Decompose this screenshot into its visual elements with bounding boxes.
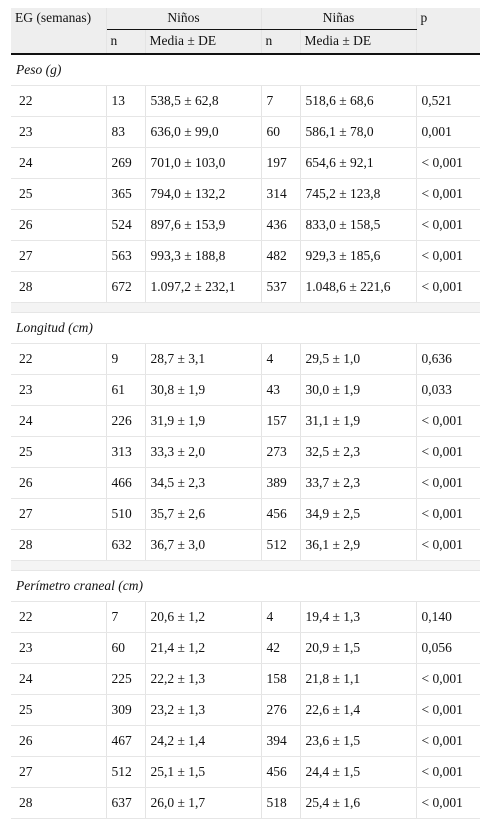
table-row [11, 406, 480, 437]
cell-n-boys: 524 [106, 210, 145, 241]
table-row [11, 86, 480, 117]
cell-mean-girls: 929,3 ± 185,6 [300, 241, 416, 272]
cell-mean-boys: 538,5 ± 62,8 [145, 86, 261, 117]
cell-eg: 22 [11, 86, 106, 117]
section-title: Perímetro craneal (cm) [11, 571, 480, 602]
section-title: Peso (g) [11, 54, 480, 86]
cell-p: < 0,001 [416, 437, 480, 468]
cell-n-boys: 313 [106, 437, 145, 468]
cell-p: 0,033 [416, 375, 480, 406]
cell-mean-boys: 1.097,2 ± 232,1 [145, 272, 261, 303]
cell-n-boys: 466 [106, 468, 145, 499]
cell-n-girls: 273 [261, 437, 300, 468]
cell-mean-boys: 36,7 ± 3,0 [145, 530, 261, 561]
cell-n-girls: 4 [261, 602, 300, 633]
cell-mean-girls: 21,8 ± 1,1 [300, 664, 416, 695]
section-header-row [11, 571, 480, 602]
table-body [11, 54, 480, 819]
cell-n-boys: 61 [106, 375, 145, 406]
cell-n-boys: 632 [106, 530, 145, 561]
cell-n-girls: 389 [261, 468, 300, 499]
cell-p: < 0,001 [416, 179, 480, 210]
cell-mean-boys: 22,2 ± 1,3 [145, 664, 261, 695]
cell-eg: 25 [11, 179, 106, 210]
cell-n-boys: 226 [106, 406, 145, 437]
cell-mean-girls: 23,6 ± 1,5 [300, 726, 416, 757]
cell-p: < 0,001 [416, 148, 480, 179]
table-row [11, 499, 480, 530]
table-row [11, 272, 480, 303]
cell-eg: 27 [11, 499, 106, 530]
cell-mean-boys: 636,0 ± 99,0 [145, 117, 261, 148]
cell-n-boys: 637 [106, 788, 145, 819]
cell-mean-girls: 518,6 ± 68,6 [300, 86, 416, 117]
cell-mean-boys: 993,3 ± 188,8 [145, 241, 261, 272]
section-title: Longitud (cm) [11, 313, 480, 344]
cell-p: 0,056 [416, 633, 480, 664]
cell-eg: 24 [11, 406, 106, 437]
cell-p: < 0,001 [416, 726, 480, 757]
section-header-row [11, 54, 480, 86]
cell-n-girls: 436 [261, 210, 300, 241]
cell-n-girls: 43 [261, 375, 300, 406]
cell-p: 0,001 [416, 117, 480, 148]
cell-n-boys: 365 [106, 179, 145, 210]
table-row [11, 757, 480, 788]
cell-mean-girls: 745,2 ± 123,8 [300, 179, 416, 210]
cell-n-girls: 394 [261, 726, 300, 757]
cell-n-boys: 225 [106, 664, 145, 695]
cell-eg: 25 [11, 695, 106, 726]
table-row [11, 788, 480, 819]
cell-n-girls: 276 [261, 695, 300, 726]
cell-n-girls: 314 [261, 179, 300, 210]
cell-mean-girls: 833,0 ± 158,5 [300, 210, 416, 241]
cell-p: < 0,001 [416, 468, 480, 499]
cell-n-girls: 158 [261, 664, 300, 695]
cell-n-boys: 672 [106, 272, 145, 303]
cell-mean-girls: 20,9 ± 1,5 [300, 633, 416, 664]
table-row [11, 210, 480, 241]
cell-eg: 22 [11, 602, 106, 633]
section-spacer [11, 303, 480, 313]
cell-eg: 23 [11, 375, 106, 406]
cell-p: < 0,001 [416, 664, 480, 695]
cell-mean-girls: 36,1 ± 2,9 [300, 530, 416, 561]
cell-mean-girls: 24,4 ± 1,5 [300, 757, 416, 788]
cell-mean-girls: 32,5 ± 2,3 [300, 437, 416, 468]
anthropometry-table [11, 8, 480, 819]
cell-n-boys: 9 [106, 344, 145, 375]
section-header-row [11, 313, 480, 344]
cell-n-girls: 512 [261, 530, 300, 561]
cell-mean-boys: 21,4 ± 1,2 [145, 633, 261, 664]
cell-n-girls: 7 [261, 86, 300, 117]
cell-p: < 0,001 [416, 695, 480, 726]
cell-eg: 23 [11, 633, 106, 664]
cell-eg: 26 [11, 210, 106, 241]
cell-mean-girls: 30,0 ± 1,9 [300, 375, 416, 406]
cell-n-girls: 482 [261, 241, 300, 272]
cell-mean-boys: 35,7 ± 2,6 [145, 499, 261, 530]
cell-p: < 0,001 [416, 757, 480, 788]
cell-mean-boys: 897,6 ± 153,9 [145, 210, 261, 241]
cell-mean-boys: 701,0 ± 103,0 [145, 148, 261, 179]
table-header [11, 8, 480, 54]
cell-eg: 25 [11, 437, 106, 468]
cell-mean-girls: 25,4 ± 1,6 [300, 788, 416, 819]
header-eg: EG (semanas) [11, 8, 106, 54]
cell-p: < 0,001 [416, 272, 480, 303]
table-row [11, 179, 480, 210]
table-row [11, 468, 480, 499]
cell-mean-boys: 25,1 ± 1,5 [145, 757, 261, 788]
cell-n-boys: 60 [106, 633, 145, 664]
cell-n-boys: 13 [106, 86, 145, 117]
header-boys: Niños [106, 8, 261, 30]
cell-p: 0,521 [416, 86, 480, 117]
cell-n-girls: 42 [261, 633, 300, 664]
cell-mean-girls: 22,6 ± 1,4 [300, 695, 416, 726]
cell-n-boys: 467 [106, 726, 145, 757]
cell-n-boys: 510 [106, 499, 145, 530]
cell-mean-boys: 28,7 ± 3,1 [145, 344, 261, 375]
cell-eg: 28 [11, 788, 106, 819]
section-spacer [11, 561, 480, 571]
cell-mean-boys: 26,0 ± 1,7 [145, 788, 261, 819]
cell-n-girls: 537 [261, 272, 300, 303]
cell-mean-boys: 24,2 ± 1,4 [145, 726, 261, 757]
cell-n-boys: 83 [106, 117, 145, 148]
cell-n-boys: 309 [106, 695, 145, 726]
cell-mean-girls: 654,6 ± 92,1 [300, 148, 416, 179]
cell-mean-boys: 31,9 ± 1,9 [145, 406, 261, 437]
cell-eg: 22 [11, 344, 106, 375]
cell-mean-girls: 33,7 ± 2,3 [300, 468, 416, 499]
cell-n-boys: 7 [106, 602, 145, 633]
table-row [11, 530, 480, 561]
table-row [11, 344, 480, 375]
cell-mean-girls: 34,9 ± 2,5 [300, 499, 416, 530]
cell-mean-boys: 33,3 ± 2,0 [145, 437, 261, 468]
cell-eg: 26 [11, 468, 106, 499]
table-row [11, 602, 480, 633]
table-row [11, 633, 480, 664]
header-girls: Niñas [261, 8, 416, 30]
cell-eg: 24 [11, 148, 106, 179]
table-row [11, 437, 480, 468]
cell-mean-boys: 30,8 ± 1,9 [145, 375, 261, 406]
cell-mean-boys: 794,0 ± 132,2 [145, 179, 261, 210]
cell-mean-girls: 19,4 ± 1,3 [300, 602, 416, 633]
cell-eg: 28 [11, 272, 106, 303]
table-row [11, 375, 480, 406]
cell-p: < 0,001 [416, 406, 480, 437]
data-table-container [11, 8, 480, 819]
table-row [11, 695, 480, 726]
cell-n-boys: 269 [106, 148, 145, 179]
cell-n-boys: 512 [106, 757, 145, 788]
cell-n-girls: 4 [261, 344, 300, 375]
cell-n-girls: 157 [261, 406, 300, 437]
header-mean-girls: Media ± DE [300, 30, 416, 55]
cell-eg: 24 [11, 664, 106, 695]
cell-n-girls: 60 [261, 117, 300, 148]
cell-n-girls: 456 [261, 757, 300, 788]
cell-mean-boys: 23,2 ± 1,3 [145, 695, 261, 726]
cell-p: < 0,001 [416, 499, 480, 530]
table-row [11, 664, 480, 695]
cell-mean-boys: 20,6 ± 1,2 [145, 602, 261, 633]
cell-eg: 23 [11, 117, 106, 148]
cell-n-boys: 563 [106, 241, 145, 272]
table-row [11, 726, 480, 757]
header-p: p [416, 8, 480, 54]
table-row [11, 148, 480, 179]
header-n-girls: n [261, 30, 300, 55]
cell-eg: 27 [11, 241, 106, 272]
cell-p: < 0,001 [416, 530, 480, 561]
cell-p: 0,140 [416, 602, 480, 633]
cell-p: < 0,001 [416, 788, 480, 819]
cell-mean-girls: 586,1 ± 78,0 [300, 117, 416, 148]
cell-mean-boys: 34,5 ± 2,3 [145, 468, 261, 499]
cell-n-girls: 456 [261, 499, 300, 530]
cell-n-girls: 197 [261, 148, 300, 179]
cell-n-girls: 518 [261, 788, 300, 819]
cell-mean-girls: 31,1 ± 1,9 [300, 406, 416, 437]
cell-p: < 0,001 [416, 210, 480, 241]
table-row [11, 117, 480, 148]
header-n-boys: n [106, 30, 145, 55]
cell-mean-girls: 1.048,6 ± 221,6 [300, 272, 416, 303]
table-row [11, 241, 480, 272]
cell-eg: 27 [11, 757, 106, 788]
cell-p: 0,636 [416, 344, 480, 375]
cell-eg: 28 [11, 530, 106, 561]
cell-eg: 26 [11, 726, 106, 757]
cell-mean-girls: 29,5 ± 1,0 [300, 344, 416, 375]
cell-p: < 0,001 [416, 241, 480, 272]
header-mean-boys: Media ± DE [145, 30, 261, 55]
